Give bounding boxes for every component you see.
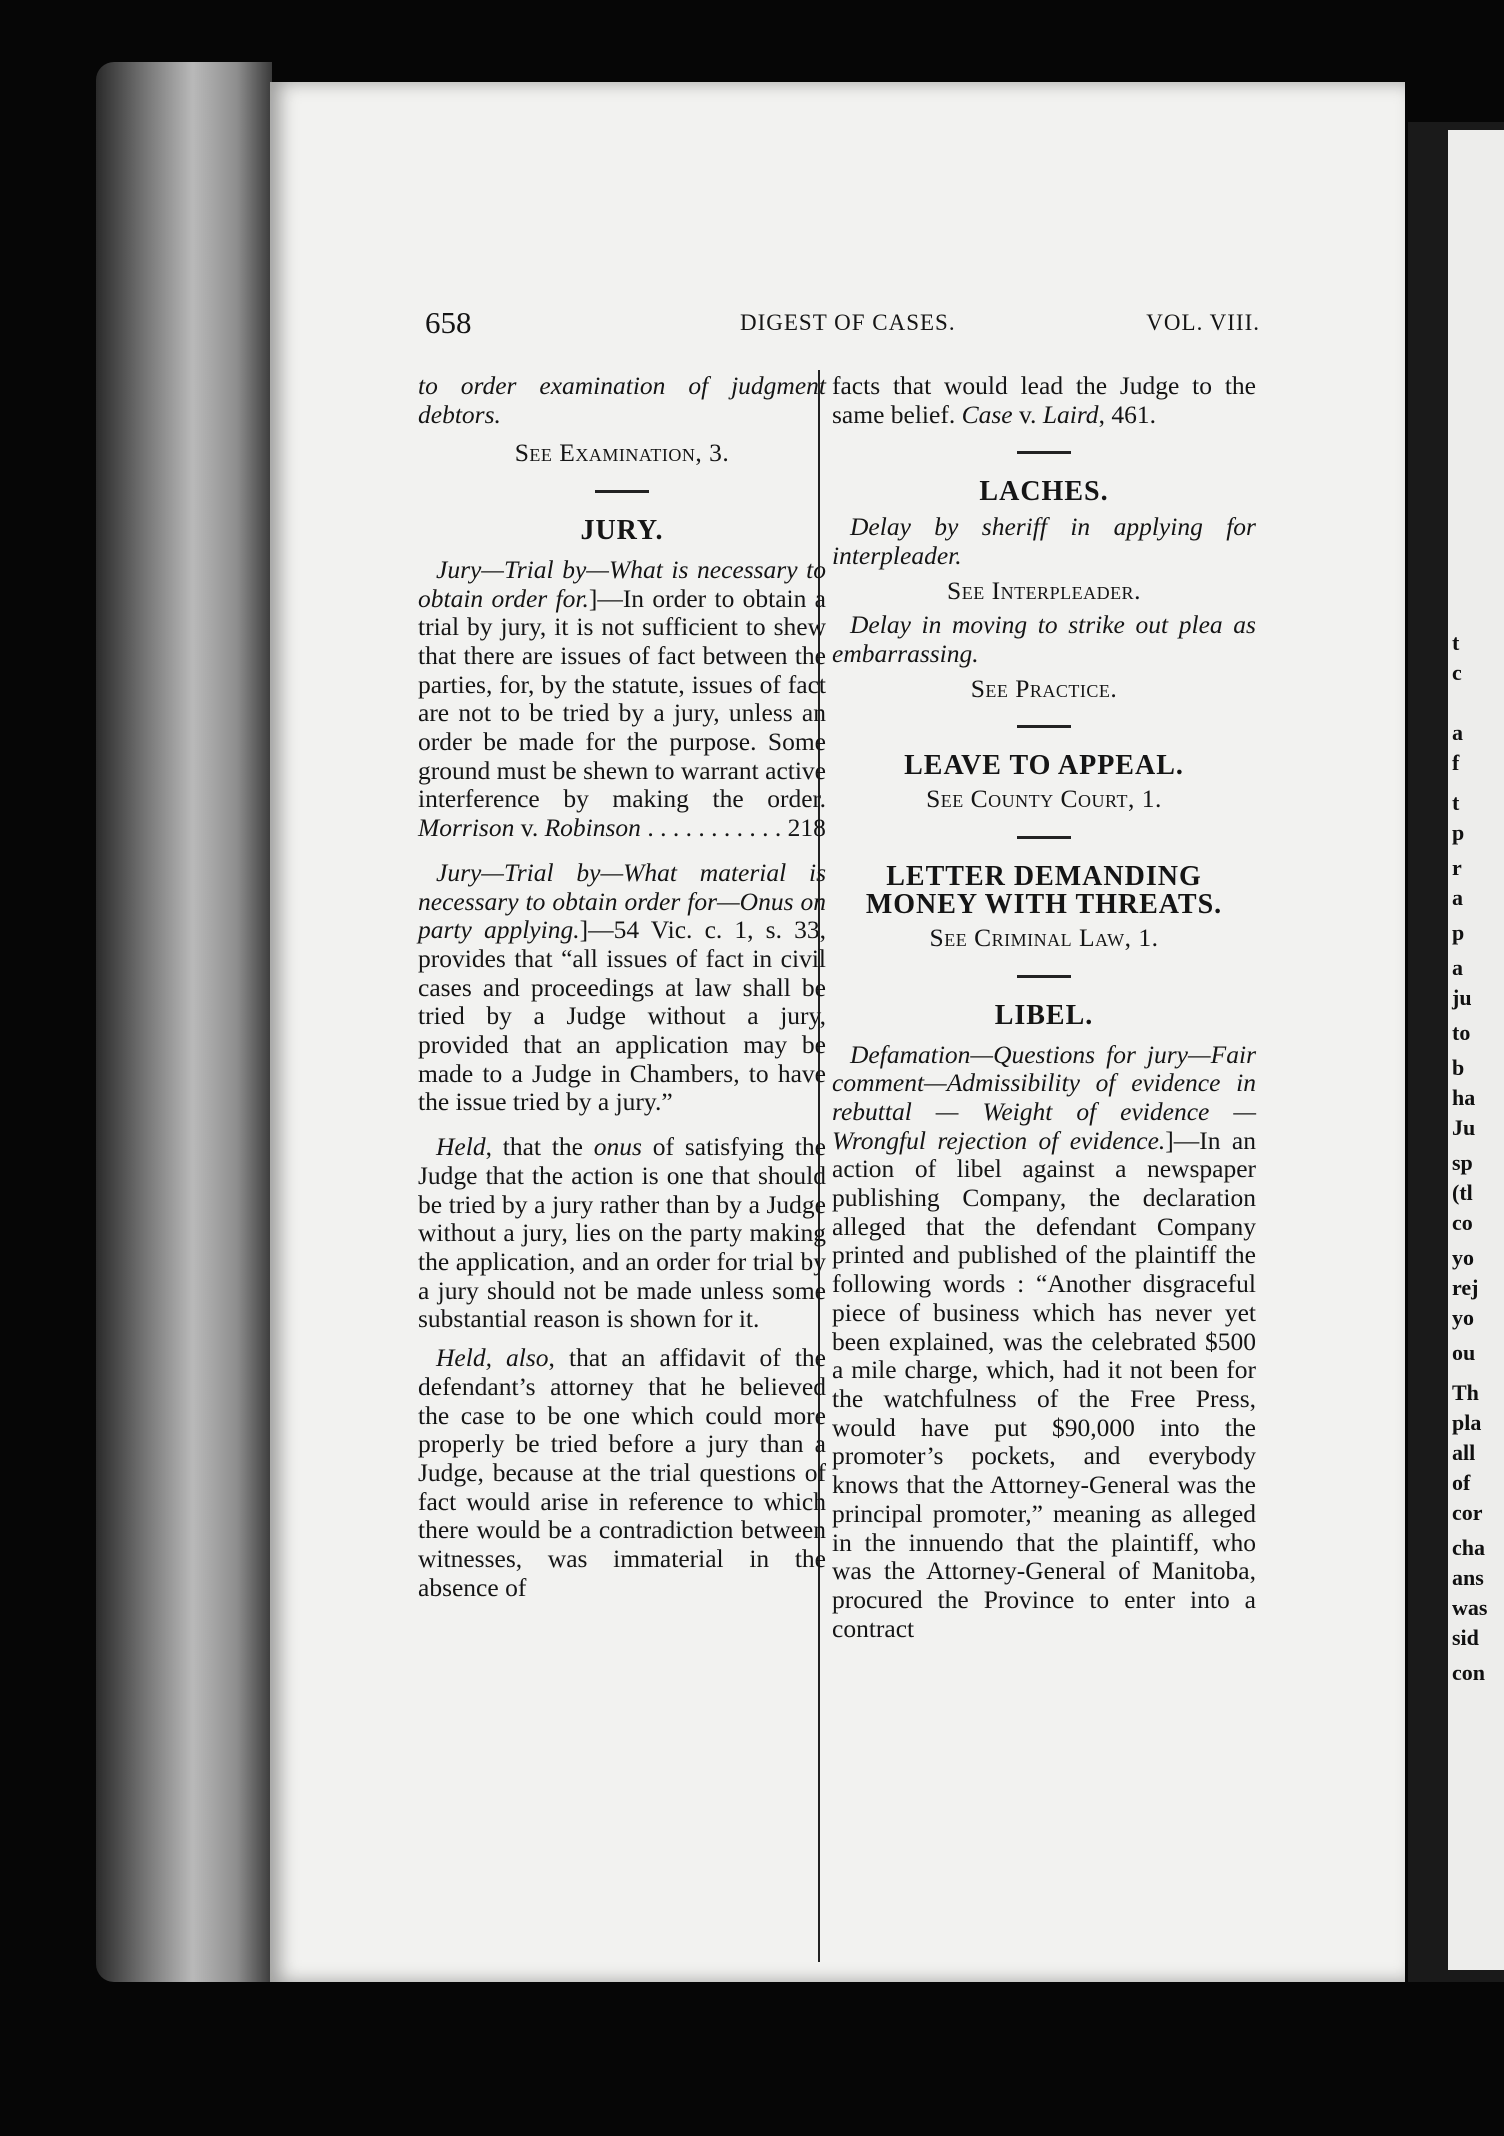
adjacent-page-text: Ju	[1452, 1115, 1476, 1140]
section-rule	[1017, 975, 1071, 978]
entry-laches-1: Delay by sheriff in applying for interpleader.	[832, 512, 1256, 570]
adjacent-page-text: ans	[1452, 1565, 1484, 1590]
entry-jury-2: Jury—Trial by—What material is necessary to obtain order for—Onus on party applying.]—54 Vic. c. 1, s. 33, provides that “all issues of fact in civil cases and proceedings at law shall be tried by a Judge without a jury, provided that an application may be made to a Judge in Chambers, to have the issue tried by a jury.”	[418, 857, 826, 1117]
adjacent-page-text: f	[1452, 750, 1460, 775]
held-paragraph-2: Held, also, that an affidavit of the defendant’s attorney that he believed the case to be one which could more properly be tried before a jury than a Judge, because at the trial questions of fact would arise in reference to which there would be a contradiction between witnesses, was immaterial in the absence of	[418, 1343, 826, 1602]
adjacent-page-text: rej	[1452, 1275, 1479, 1300]
entry-libel: Defamation—Questions for jury—Fair comment—Admissibility of evidence in rebuttal — Weight of evidence — Wrongful rejection of evidence.]—In an action of libel against a newspaper publishing Company, the declaration alleged that the defendant Company printed and published of the plaintiff the following words : “Another disgraceful piece of business which has never yet been explained, was the celebrated $500 a mile charge, which, had it not been for the watchfulness of the Free Press, would have put $90,000 into the promoter’s pockets, and everybody knows that the Attorney-General was the principal promoter,” meaning as alleged in the innuendo that the plaintiff, who was the Attorney-General of Manitoba, procured the Province to enter into a contract	[832, 1039, 1256, 1643]
volume-label: VOL. VIII.	[1146, 310, 1260, 335]
heading-jury: JURY.	[580, 515, 664, 547]
cross-reference: See Examination, 3.	[514, 438, 730, 468]
adjacent-page-text: co	[1452, 1210, 1473, 1235]
heading-laches: LACHES.	[979, 476, 1109, 508]
adjacent-page-text: (tl	[1452, 1180, 1473, 1205]
heading-leave-to-appeal: LEAVE TO APPEAL.	[904, 750, 1184, 782]
adjacent-page-text: ju	[1452, 985, 1472, 1010]
adjacent-page-text: Th	[1452, 1380, 1479, 1405]
entry-laches-2: Delay in moving to strike out plea as embarrassing.	[832, 610, 1256, 668]
adjacent-page-fragment	[1448, 130, 1504, 1970]
adjacent-page-text: p	[1452, 920, 1465, 945]
adjacent-page-text: p	[1452, 820, 1465, 845]
adjacent-page-text: yo	[1452, 1245, 1474, 1270]
running-title: DIGEST OF CASES.	[740, 310, 956, 335]
section-rule	[595, 490, 649, 493]
adjacent-page-text: con	[1452, 1660, 1485, 1685]
adjacent-page-text: cha	[1452, 1535, 1485, 1560]
left-column	[418, 372, 826, 1602]
entry-jury-1: Jury—Trial by—What is necessary to obtain order for.]—In order to obtain a trial by jury, it is not sufficient to shew that there are issues of fact between the parties, for, by the statute, issues of fact are not to be tried by a jury, unless an order be made for the purpose. Some ground must be shewn to warrant active interference by making the order. Morrison v. Robinson . . . . . . . . . . . 218	[418, 554, 826, 843]
adjacent-page-text: a	[1452, 885, 1463, 910]
adjacent-page-text: ha	[1452, 1085, 1476, 1110]
section-rule	[1017, 836, 1071, 839]
book-page-edges	[96, 62, 272, 1982]
adjacent-page-text: sid	[1452, 1625, 1479, 1650]
adjacent-page-text: b	[1452, 1055, 1465, 1080]
adjacent-page-text: r	[1452, 855, 1462, 880]
page-number: 658	[425, 305, 472, 340]
adjacent-page-text: c	[1452, 660, 1462, 685]
cross-reference: See Criminal Law, 1.	[929, 923, 1159, 953]
section-rule	[1017, 451, 1071, 454]
adjacent-page-text: t	[1452, 630, 1460, 655]
adjacent-page-text: of	[1452, 1470, 1471, 1495]
adjacent-page-text: sp	[1452, 1150, 1473, 1175]
cross-reference: See Practice.	[970, 673, 1118, 703]
cross-reference: See County Court, 1.	[926, 784, 1162, 814]
heading-libel: LIBEL.	[994, 999, 1094, 1031]
adjacent-page-text: pla	[1452, 1410, 1482, 1435]
adjacent-page-text: to	[1452, 1020, 1471, 1045]
continued-entry: facts that would lead the Judge to the same belief. Case v. Laird, 461.	[832, 371, 1256, 429]
continued-entry: to order examination of judgment debtors.	[418, 371, 826, 429]
adjacent-page-text: ou	[1452, 1340, 1476, 1365]
adjacent-page-text: yo	[1452, 1305, 1474, 1330]
adjacent-page-text: was	[1452, 1595, 1488, 1620]
adjacent-page-text: a	[1452, 955, 1463, 980]
right-column	[832, 372, 1256, 1643]
page-header	[425, 305, 1260, 345]
adjacent-page-text: t	[1452, 790, 1460, 815]
cross-reference: See Interpleader.	[947, 575, 1141, 605]
held-paragraph-1: Held, that the onus of satisfying the Judge that the action is one that should be tried by a jury rather than by a Judge without a jury, lies on the party making the application, and an order for trial by a jury should not be made unless some substantial reason is shown for it.	[418, 1132, 826, 1334]
adjacent-page-text: a	[1452, 720, 1463, 745]
heading-letter-demanding-money: LETTER DEMANDING MONEY WITH THREATS.	[865, 860, 1223, 921]
adjacent-page-text: cor	[1452, 1500, 1483, 1525]
adjacent-page-text: all	[1452, 1440, 1476, 1465]
section-rule	[1017, 725, 1071, 728]
